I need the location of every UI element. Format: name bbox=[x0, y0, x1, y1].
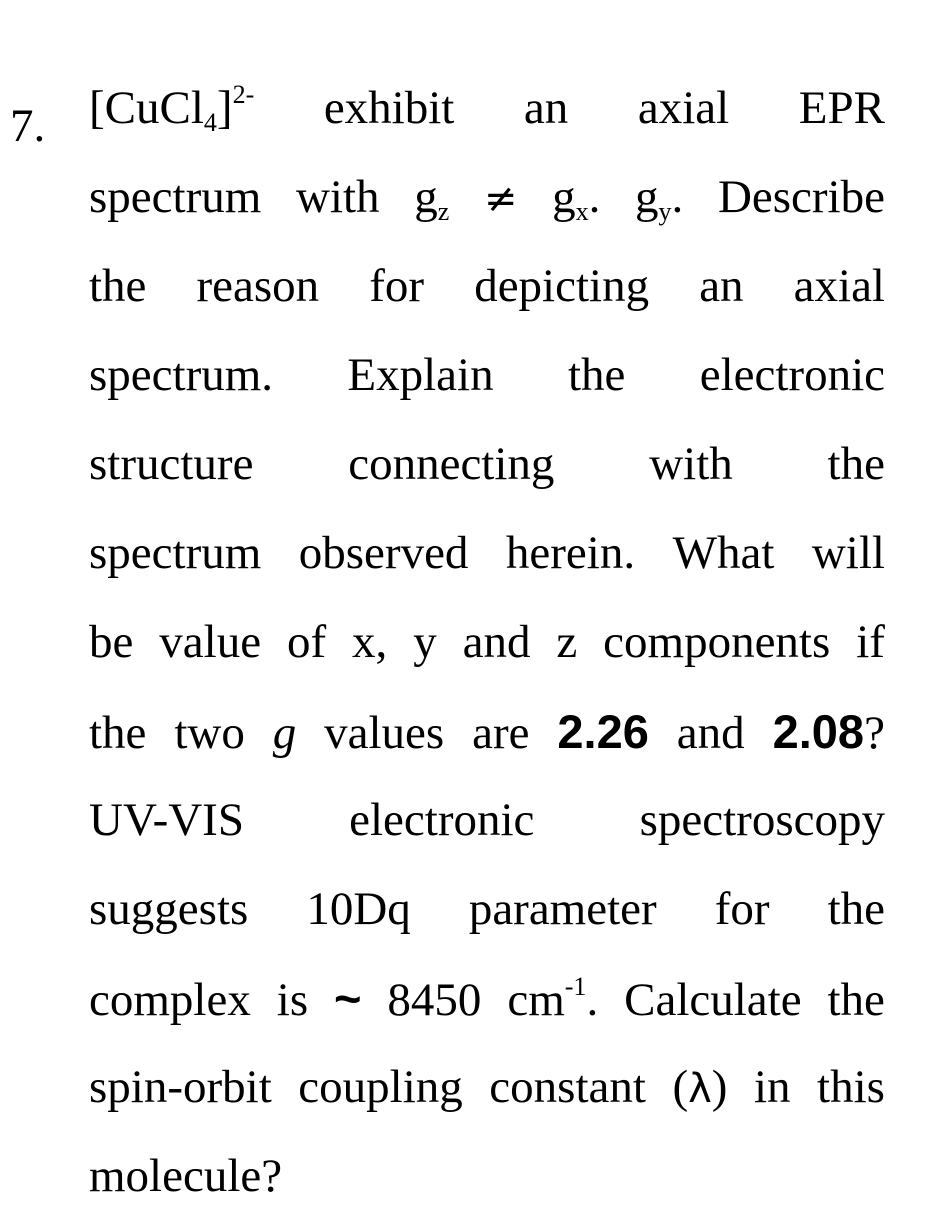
text-line bbox=[89, 331, 885, 420]
word: are bbox=[472, 707, 530, 759]
word: y bbox=[413, 616, 437, 668]
question-number: 7. bbox=[10, 100, 46, 152]
word: two bbox=[174, 707, 245, 759]
word: and bbox=[676, 707, 745, 759]
word: axial bbox=[637, 82, 730, 134]
word: reason bbox=[196, 260, 320, 312]
word: with bbox=[295, 171, 380, 223]
word: complex bbox=[89, 974, 251, 1026]
word: Explain bbox=[347, 349, 494, 401]
g-component-y: $g_y$. bbox=[635, 171, 684, 226]
text-line bbox=[89, 598, 885, 687]
word: electronic bbox=[349, 794, 535, 846]
word: UV-VIS bbox=[89, 794, 244, 846]
wavenumber-unit: $cm^{-1}$. bbox=[507, 972, 599, 1026]
word: suggests bbox=[89, 883, 249, 935]
text-line bbox=[89, 64, 885, 153]
word: for bbox=[369, 260, 425, 312]
word: observed bbox=[298, 527, 469, 579]
word: this bbox=[817, 1061, 885, 1113]
word: axial bbox=[793, 260, 885, 312]
word: be bbox=[89, 616, 134, 668]
word: values bbox=[324, 707, 445, 759]
g-value-2-wrap: 2.08? bbox=[772, 705, 885, 759]
word: the bbox=[827, 883, 885, 935]
text-line bbox=[89, 420, 885, 509]
text-line bbox=[89, 1043, 885, 1132]
text-line bbox=[89, 1132, 885, 1220]
word: structure bbox=[89, 438, 254, 490]
lambda-symbol: (λ) bbox=[672, 1061, 728, 1113]
word: the bbox=[827, 438, 885, 490]
text-line bbox=[89, 153, 885, 242]
word: 10Dq bbox=[306, 883, 411, 935]
word: the bbox=[89, 260, 147, 312]
word: in bbox=[753, 1061, 791, 1113]
word: exhibit bbox=[323, 82, 455, 134]
text-line bbox=[89, 509, 885, 598]
word: depicting bbox=[474, 260, 650, 312]
word: EPR bbox=[798, 82, 885, 134]
tilde-symbol: ~ bbox=[334, 972, 362, 1025]
word: the bbox=[567, 349, 626, 401]
text-line bbox=[89, 776, 885, 865]
g-symbol: g bbox=[272, 707, 297, 759]
word: molecule? bbox=[89, 1150, 283, 1202]
word: Calculate bbox=[624, 974, 802, 1026]
word: an bbox=[699, 260, 744, 312]
word: spectrum. bbox=[89, 349, 274, 401]
word: and bbox=[462, 616, 531, 668]
question-text bbox=[89, 64, 885, 1220]
word: Describe bbox=[717, 171, 885, 223]
word: the bbox=[827, 974, 885, 1026]
text-line bbox=[89, 242, 885, 331]
word: spectrum bbox=[89, 171, 262, 223]
word: is bbox=[276, 974, 309, 1026]
word: of bbox=[286, 616, 327, 668]
g-value-1: 2.26 bbox=[557, 705, 649, 758]
word: electronic bbox=[699, 349, 885, 401]
text-line bbox=[89, 954, 885, 1043]
word: connecting bbox=[348, 438, 555, 490]
word: coupling bbox=[298, 1061, 463, 1113]
word: constant bbox=[489, 1061, 646, 1113]
word: if bbox=[856, 616, 885, 668]
g-component-x: $g_x$. bbox=[552, 171, 601, 226]
text-line bbox=[89, 865, 885, 954]
word: will bbox=[811, 527, 885, 579]
word: herein. bbox=[505, 527, 636, 579]
word: with bbox=[649, 438, 733, 490]
word: an bbox=[523, 82, 569, 134]
word: z bbox=[556, 616, 578, 668]
complex-formula: [CuCl$_4$]$^{2-}$ bbox=[89, 80, 255, 137]
word: x, bbox=[352, 616, 388, 668]
not-equal-symbol: ≠ bbox=[483, 176, 518, 222]
word: spin-orbit bbox=[89, 1061, 272, 1113]
word: the bbox=[89, 707, 147, 759]
text-line bbox=[89, 687, 885, 776]
word: components bbox=[603, 616, 831, 668]
g-component-z: $g_z$ bbox=[414, 171, 450, 226]
g-value-2: 2.08 bbox=[772, 705, 865, 758]
word: What bbox=[672, 527, 775, 579]
wavenumber-value: 8450 bbox=[387, 974, 482, 1026]
word: for bbox=[714, 883, 770, 935]
word: value bbox=[159, 616, 262, 668]
word: parameter bbox=[468, 883, 657, 935]
word: spectrum bbox=[89, 527, 262, 579]
word: spectroscopy bbox=[639, 794, 885, 846]
